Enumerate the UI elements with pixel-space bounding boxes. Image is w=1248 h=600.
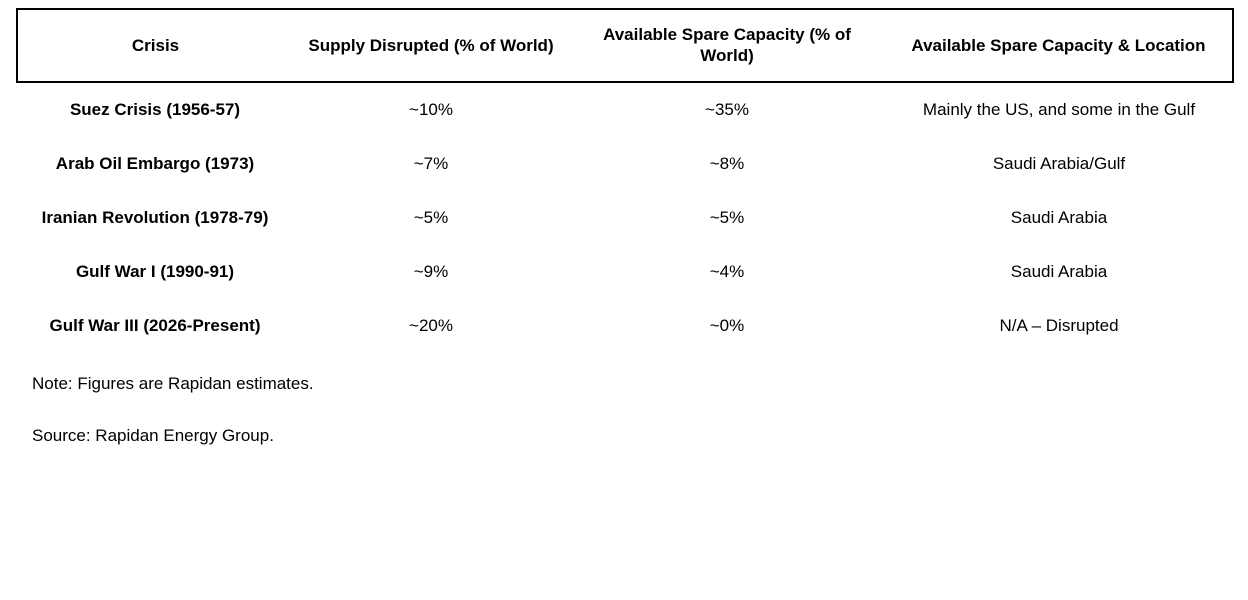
cell-location: Saudi Arabia (1010, 207, 1108, 227)
column-header-spare-capacity: Available Spare Capacity (% of World) (569, 9, 885, 82)
cell-crisis: Gulf War III (2026-Present) (49, 315, 261, 335)
cell-supply-disrupted: ~9% (413, 261, 449, 281)
cell-crisis: Suez Crisis (1956-57) (69, 99, 241, 119)
cell-crisis: Arab Oil Embargo (1973) (55, 153, 255, 173)
source-text: Source: Rapidan Energy Group. (32, 426, 274, 446)
cell-crisis: Iranian Revolution (1978-79) (41, 207, 269, 227)
cell-spare-capacity: ~35% (705, 99, 749, 119)
cell-supply-disrupted: ~7% (413, 153, 449, 173)
table-row (17, 82, 1233, 137)
footnotes (16, 373, 1232, 447)
cell-location: Mainly the US, and some in the Gulf (922, 99, 1196, 119)
cell-supply-disrupted: ~10% (409, 99, 453, 119)
cell-spare-capacity: ~5% (709, 207, 745, 227)
cell-supply-disrupted: ~20% (409, 315, 453, 335)
column-header-spare-capacity-location: Available Spare Capacity & Location (885, 9, 1233, 82)
column-header-crisis: Crisis (17, 9, 293, 82)
cell-supply-disrupted: ~5% (413, 207, 449, 227)
cell-spare-capacity: ~0% (709, 315, 745, 335)
table-row (17, 191, 1233, 245)
table-body (17, 82, 1233, 353)
cell-location: Saudi Arabia (1010, 261, 1108, 281)
table-header (17, 9, 1233, 82)
cell-location: N/A – Disrupted (999, 315, 1119, 335)
table-row (17, 245, 1233, 299)
table-row (17, 137, 1233, 191)
cell-spare-capacity: ~8% (709, 153, 745, 173)
table-header-row (17, 9, 1233, 82)
cell-location: Saudi Arabia/Gulf (992, 153, 1126, 173)
table-row (17, 299, 1233, 353)
cell-spare-capacity: ~4% (709, 261, 745, 281)
column-header-supply-disrupted: Supply Disrupted (% of World) (293, 9, 569, 82)
crisis-comparison-table (16, 8, 1234, 353)
note-text: Note: Figures are Rapidan estimates. (32, 373, 314, 393)
cell-crisis: Gulf War I (1990-91) (75, 261, 235, 281)
